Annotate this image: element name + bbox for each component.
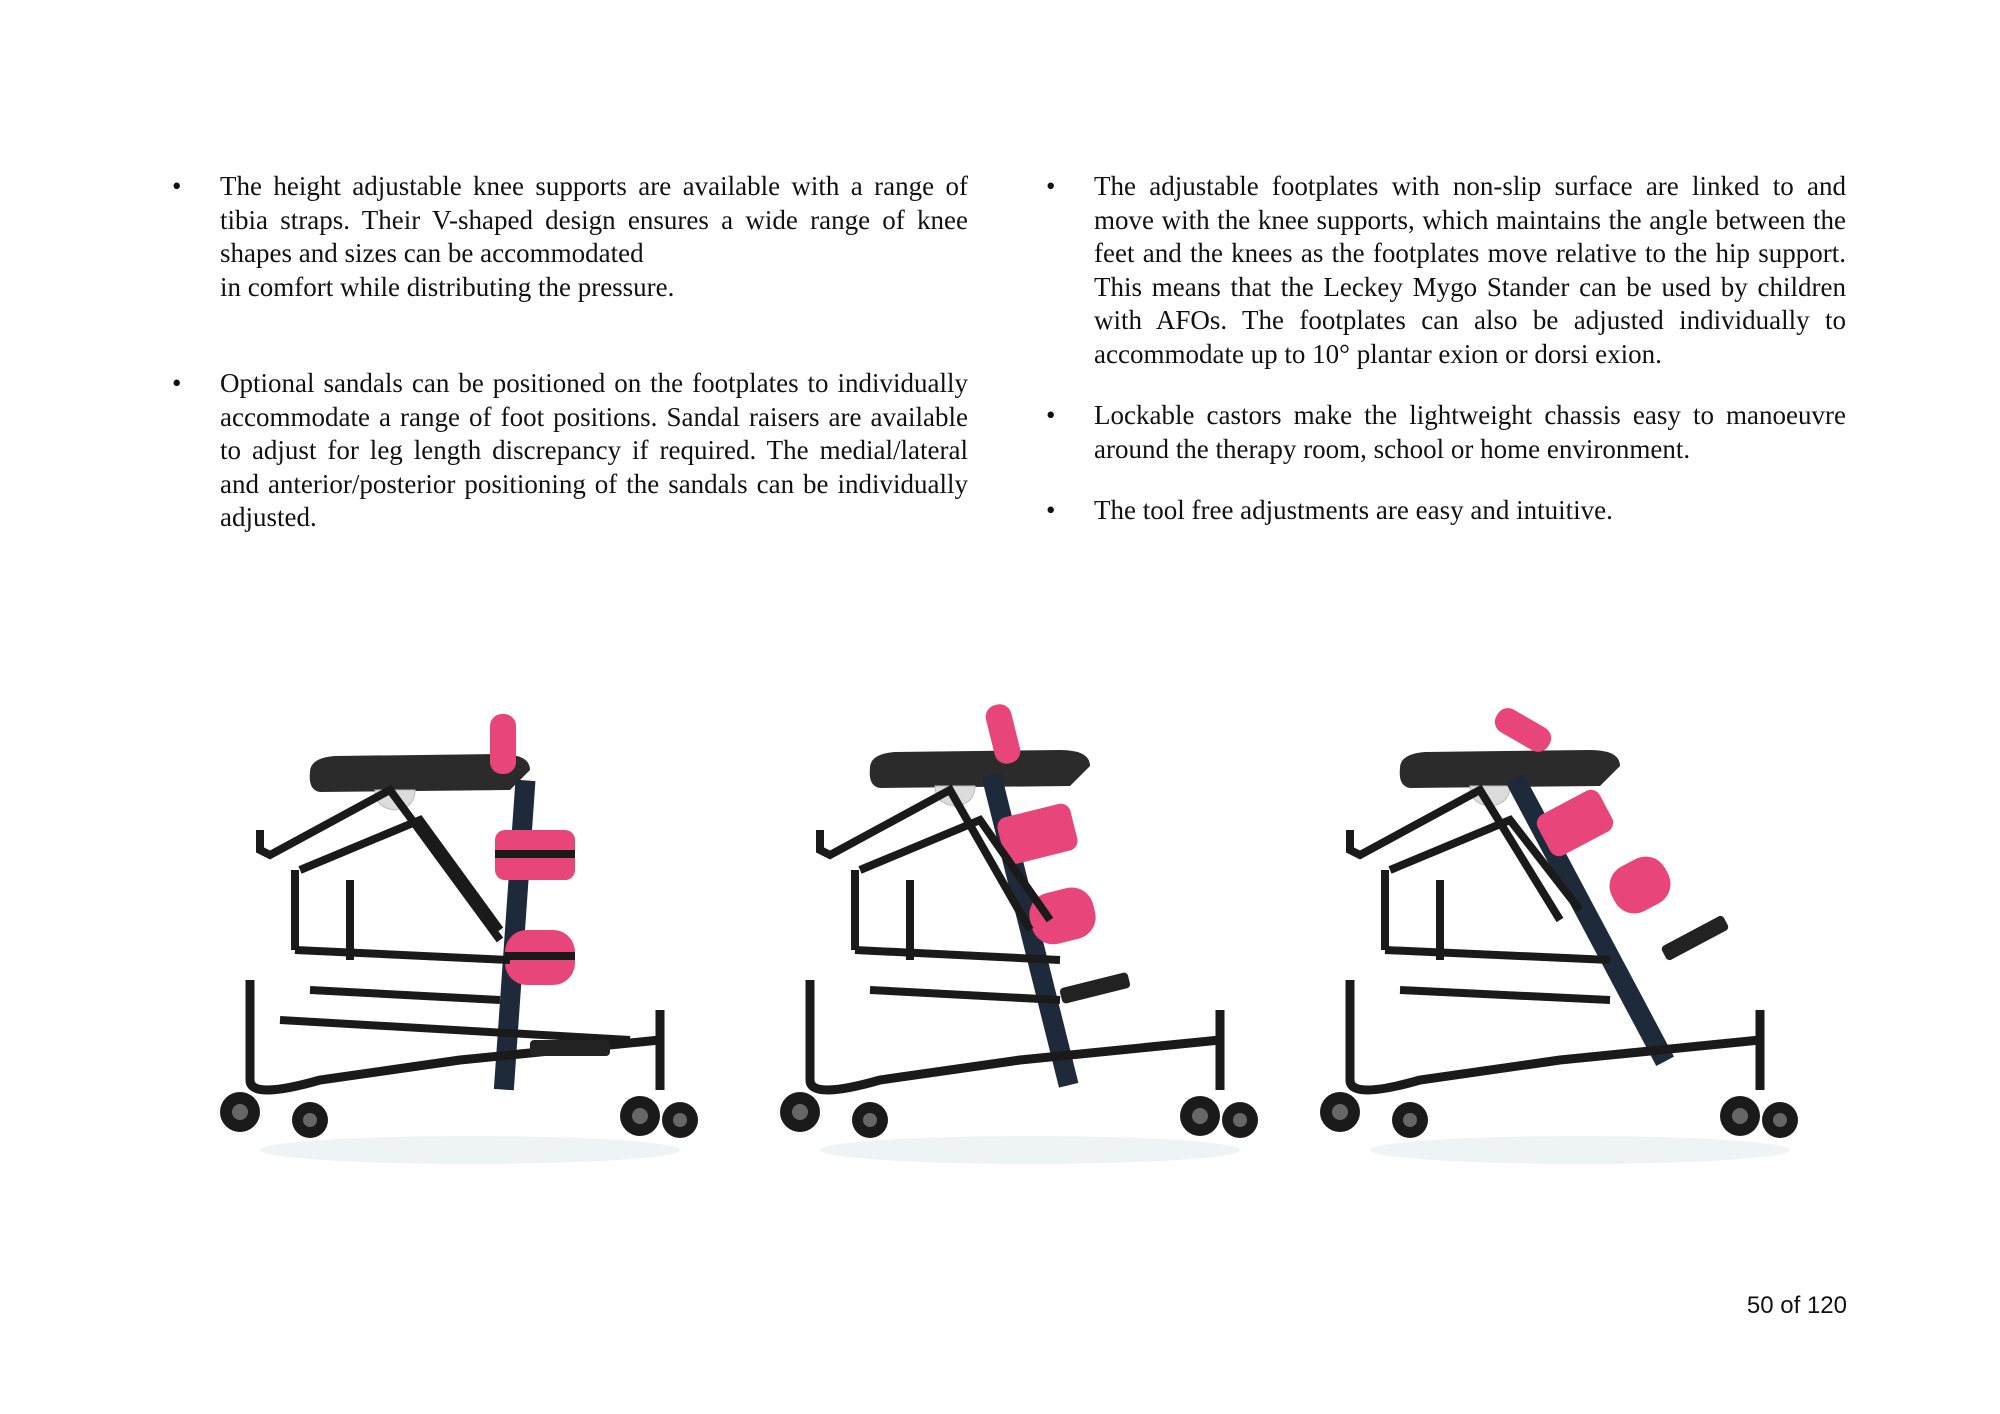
stander-photo-strip	[200, 680, 1840, 1200]
bullet-text: The tool free adjustments are easy and intuitive.	[1094, 495, 1613, 525]
bullet-text: Lockable castors make the lightweight chassis easy to manoeuvre around the therapy room, school or home environment.	[1094, 400, 1846, 464]
bullet-text: in comfort while distributing the pressure.	[220, 271, 675, 302]
right-text-column	[1046, 170, 1846, 528]
stander-image-full-tilt	[1310, 680, 1830, 1200]
bullet-text: The adjustable footplates with non-slip surface are linked to and move with the knee supports, which maintains the angle between the feet and the knees as the footplates move relative to the hip support. This means that the Leckey Mygo Stander can be used by children with AFOs. The footplates can also be adjusted individually to accommodate up to 10° plantar exion or dorsi exion.	[1094, 171, 1846, 369]
bullet-text: • The height adjustable knee supports are available with a range of tibia straps. Their V-shaped design ensures a wide range of knee shapes and sizes can be accommodated	[220, 171, 968, 268]
bullet-castors	[1046, 399, 1846, 466]
left-text-column	[172, 170, 968, 535]
bullet-knee-supports	[172, 170, 968, 304]
page-number: 50 of 120	[1746, 1292, 1847, 1319]
bullet-sandals	[172, 367, 968, 535]
stander-image-mid-tilt	[760, 680, 1280, 1200]
bullet-tool-free	[1046, 494, 1846, 528]
stander-image-upright	[200, 680, 720, 1200]
bullet-text: Optional sandals can be positioned on the footplates to individually accommodate a range of foot positions. Sandal raisers are available to adjust for leg length discrepancy if required. The medial/lateral and anterior/posterior positioning of the sandals can be individually adjusted.	[220, 368, 968, 532]
bullet-footplates	[1046, 170, 1846, 371]
